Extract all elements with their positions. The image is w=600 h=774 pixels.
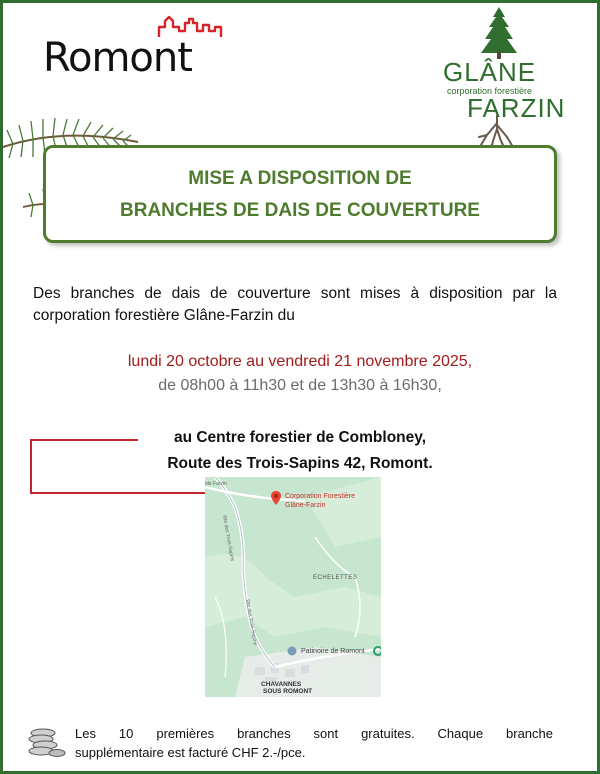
location-map[interactable] bbox=[205, 477, 381, 697]
map-pin-label: Corporation Forestière Glâne-Farzin bbox=[285, 493, 356, 509]
map-pin-icon[interactable] bbox=[271, 491, 281, 505]
map-road-label-2: Rte des Trois-Sapins bbox=[221, 515, 236, 562]
map-road-label-1: ide Farzin bbox=[205, 481, 227, 487]
location-line-2: Route des Trois-Sapins 42, Romont. bbox=[167, 455, 433, 472]
map-label-chavannes-2: SOUS ROMONT bbox=[263, 688, 313, 695]
map-green-marker-icon bbox=[373, 645, 381, 657]
date-period: lundi 20 octobre au vendredi 21 novembre 2025, bbox=[127, 353, 473, 370]
location-line-1: au Centre forestier de Combloney, bbox=[173, 429, 427, 446]
map-label-patinoire: Patinoire de Romont bbox=[301, 648, 365, 655]
map-label-echelettes: ECHELETTES bbox=[313, 575, 358, 581]
title-line-2: BRANCHES DE DAIS DE COUVERTURE bbox=[120, 200, 480, 221]
title-line-1: MISE A DISPOSITION DE bbox=[188, 168, 412, 189]
farzin-text: FARZIN bbox=[467, 93, 566, 123]
romont-wordmark: Romont bbox=[43, 35, 192, 81]
map-label-chavannes-1: CHAVANNES bbox=[261, 681, 302, 688]
note-line-2: supplémentaire est facturé CHF 2.-/pce. bbox=[75, 745, 306, 760]
coins-icon bbox=[27, 725, 67, 761]
opening-hours: de 08h00 à 11h30 et de 13h30 à 16h30, bbox=[158, 377, 442, 394]
map-terrain bbox=[205, 477, 381, 697]
intro-text: Des branches de dais de couverture sont mises à disposition par la corporation forestière Glâne-Farzin du bbox=[33, 285, 557, 324]
corporation-text: corporation forestière bbox=[447, 86, 533, 96]
map-poi-icon bbox=[287, 646, 297, 656]
note-line-1: Les 10 premières branches sont gratuites. Chaque branche bbox=[75, 726, 553, 741]
map-road-label-3: Rte des Trois-Sapins bbox=[244, 599, 259, 646]
glane-text: GLÂNE bbox=[443, 57, 537, 87]
